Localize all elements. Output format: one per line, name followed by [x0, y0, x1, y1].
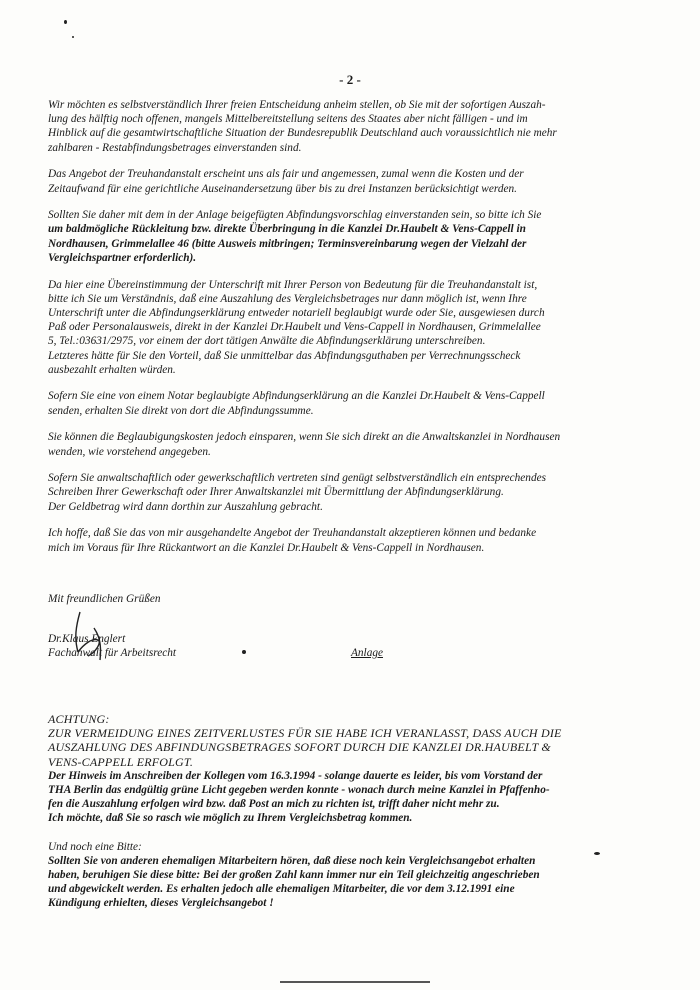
notice-body-line: THA Berlin das endgültig grüne Licht gegeben werden konnte - wonach durch meine Kanzlei in Pfaffenho- — [48, 784, 550, 797]
text-line: Da hier eine Übereinstimmung der Unterschrift mit Ihrer Person von Bedeutung für die Treuhandanstalt ist, — [48, 278, 538, 291]
paragraph-8 — [48, 526, 656, 554]
request-line: Kündigung erhielten, dieses Vergleichsangebot ! — [48, 897, 274, 910]
notice-body-line: Der Hinweis im Anschreiben der Kollegen vom 16.3.1994 - solange dauerte es leider, bis vom Vorstand der — [48, 769, 543, 782]
scan-edge-mark — [280, 981, 430, 983]
request-line: haben, beruhigen Sie diese bitte: Bei der großen Zahl kann immer nur ein Teil gleichzeitig angeschrieben — [48, 869, 540, 882]
text-line: Sofern Sie eine von einem Notar beglaubigte Abfindungserklärung an die Kanzlei Dr.Haubelt & Vens-Cappell — [48, 390, 545, 403]
text-line: senden, erhalten Sie direkt von dort die Abfindungssumme. — [48, 404, 314, 417]
text-line: Hinblick auf die gesamtwirtschaftliche Situation der Bundesrepublik Deutschland auch voraussichtlich nie mehr — [48, 127, 557, 140]
notice-caps-line: ZUR VERMEIDUNG EINES ZEITVERLUSTES FÜR SIE HABE ICH VERANLASST, DASS AUCH DIE — [48, 726, 562, 741]
letter-body — [48, 98, 656, 555]
request-line: und abgewickelt werden. Es erhalten jedoch alle ehemaligen Mitarbeiter, die vor dem 3.12.1991 eine — [48, 883, 515, 896]
notice-caps-line: VENS-CAPPELL ERFOLGT. — [48, 754, 194, 769]
signer-title: Fachanwalt für Arbeitsrecht — [48, 647, 177, 659]
notice-body-line: fen die Auszahlung erfolgen wird bzw. daß Post an mich zu richten ist, trifft daher nicht mehr zu. — [48, 798, 500, 811]
text-line: lung des hälftig noch offenen, mangels Mittelbereitstellung seitens des Staates aber nicht fälligen - und im — [48, 113, 528, 126]
closing-greeting: Mit freundlichen Grüßen — [48, 593, 161, 605]
text-line: Letzteres hätte für Sie den Vorteil, daß Sie unmittelbar das Abfindungsguthaben per Verrechnungsscheck — [48, 349, 521, 362]
page-number: - 2 - — [339, 72, 361, 87]
notice-caps-line: AUSZAHLUNG DES ABFINDUNGSBETRAGES SOFORT DURCH DIE KANZLEI DR.HAUBELT & — [48, 740, 551, 755]
scan-speck — [242, 650, 246, 654]
paragraph-2 — [48, 167, 656, 195]
scan-speck — [64, 20, 67, 24]
request-line: Sollten Sie von anderen ehemaligen Mitarbeitern hören, daß diese noch kein Vergleichsangebot erhalten — [48, 854, 536, 867]
notice-body-line: Ich möchte, daß Sie so rasch wie möglich zu Ihrem Vergleichsbetrag kommen. — [48, 812, 413, 825]
text-line: Schreiben Ihrer Gewerkschaft oder Ihrer Anwaltskanzlei mit Übermittlung der Abfindungserklärung. — [48, 486, 504, 499]
text-line: 5, Tel.:03631/2975, vor einem der dort tätigen Anwälte die Abfindungserklärung unterschreiben. — [48, 335, 486, 348]
text-line: Ich hoffe, daß Sie das von mir ausgehandelte Angebot der Treuhandanstalt akzeptieren können und bedanke — [48, 527, 537, 540]
handwritten-signature — [58, 608, 128, 668]
text-line: um baldmögliche Rückleitung bzw. direkte Überbringung in die Kanzlei Dr.Haubelt & Vens-Cappell in — [48, 223, 526, 236]
text-line: zahlbaren - Restabfindungsbetrages einverstanden sind. — [48, 141, 302, 154]
paragraph-5 — [48, 389, 656, 417]
text-line: Paß oder Personalausweis, direkt in der Kanzlei Dr.Haubelt und Vens-Cappell in Nordhausen, Grimmelallee — [48, 321, 541, 334]
text-line: wenden, wie vorstehend angegeben. — [48, 445, 211, 458]
text-line: Wir möchten es selbstverständlich Ihrer freien Entscheidung anheim stellen, ob Sie mit der sofortigen Auszah- — [48, 99, 546, 111]
request-heading: Und noch eine Bitte: — [48, 840, 142, 853]
text-line: Sofern Sie anwaltschaftlich oder gewerkschaftlich vertreten sind genügt selbstverständlich ein entsprechendes — [48, 472, 547, 485]
text-line: Unterschrift unter die Abfindungserklärung entweder notariell beglaubigt wurde oder Sie, ausgewiesen durch — [48, 306, 545, 319]
scan-speck — [594, 852, 600, 855]
text-line: bitte ich Sie um Verständnis, daß eine Auszahlung des Vergleichsbetrages nur dann möglich ist, wenn Ihre — [48, 292, 527, 305]
notice-section — [48, 712, 656, 911]
text-line: mich im Voraus für Ihre Rückantwort an die Kanzlei Dr.Haubelt & Vens-Cappell in Nordhausen. — [48, 541, 485, 554]
text-line: ausbezahlt erhalten würden. — [48, 363, 176, 376]
text-line: Vergleichspartner erforderlich). — [48, 251, 197, 264]
notice-heading: ACHTUNG: — [48, 712, 110, 726]
text-line: Der Geldbetrag wird dann dorthin zur Auszahlung gebracht. — [48, 500, 323, 513]
paragraph-3 — [48, 208, 656, 265]
signer-name: Dr.Klaus Englert — [48, 633, 126, 645]
text-line: Sie können die Beglaubigungskosten jedoch einsparen, wenn Sie sich direkt an die Anwaltskanzlei in Nordhausen — [48, 431, 561, 444]
paragraph-7 — [48, 471, 656, 514]
text-line: Sollten Sie daher mit dem in der Anlage beigefügten Abfindungsvorschlag einverstanden sein, so bitte ich Sie — [48, 209, 542, 222]
scan-speck — [72, 36, 74, 38]
text-line: Das Angebot der Treuhandanstalt erscheint uns als fair und angemessen, zumal wenn die Kosten und der — [48, 168, 524, 181]
enclosure-label: Anlage — [351, 647, 383, 659]
text-line: Zeitaufwand für eine gerichtliche Auseinandersetzung über bis zu drei Instanzen berücksichtigt werden. — [48, 182, 517, 195]
paragraph-6 — [48, 430, 656, 458]
text-line: Nordhausen, Grimmelallee 46 (bitte Ausweis mitbringen; Terminsvereinbarung wegen der Vielzahl der — [48, 237, 527, 250]
paragraph-1 — [48, 98, 656, 155]
paragraph-4 — [48, 278, 656, 377]
